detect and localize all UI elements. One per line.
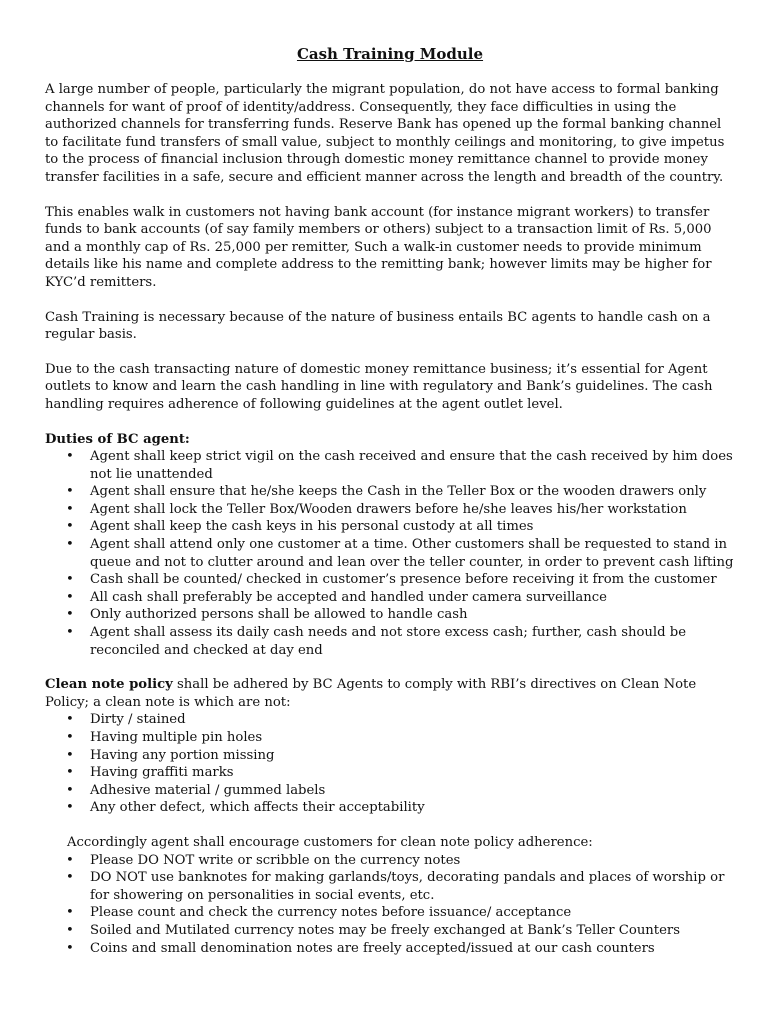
clean-note-heading: Clean note policy bbox=[45, 677, 173, 693]
list-item: • Adhesive material / gummed labels bbox=[45, 782, 735, 800]
list-item: • All cash shall preferably be accepted and handled under camera surveillance bbox=[45, 589, 735, 607]
list-item: • DO NOT use banknotes for making garlands/toys, decorating pandals and places of worship or for showering on personalities in social events, etc. bbox=[45, 869, 735, 904]
list-item: • Coins and small denomination notes are freely accepted/issued at our cash counters bbox=[45, 940, 735, 958]
list-item: • Only authorized persons shall be allowed to handle cash bbox=[45, 606, 735, 624]
list-item: • Having graffiti marks bbox=[45, 764, 735, 782]
list-item: • Any other defect, which affects their acceptability bbox=[45, 799, 735, 817]
list-item: • Soiled and Mutilated currency notes may be freely exchanged at Bank’s Teller Counters bbox=[45, 922, 735, 940]
list-item: • Agent shall attend only one customer at a time. Other customers shall be requested to stand in queue and not to clutter around and lean over the teller counter, in order to prevent cash lifting bbox=[45, 536, 735, 571]
customer-guidance-list bbox=[45, 852, 735, 958]
list-item: • Please DO NOT write or scribble on the currency notes bbox=[45, 852, 735, 870]
paragraph-necessity: Cash Training is necessary because of the nature of business entails BC agents to handle cash on a regular basis. bbox=[45, 309, 711, 343]
duties-list bbox=[45, 448, 735, 659]
page-title: Cash Training Module bbox=[296, 45, 484, 63]
list-item: • Agent shall keep the cash keys in his personal custody at all times bbox=[45, 518, 735, 536]
list-item: • Please count and check the currency notes before issuance/ acceptance bbox=[45, 904, 735, 922]
clean-note-intro bbox=[45, 676, 735, 711]
customer-guidance-intro: Accordingly agent shall encourage customers for clean note policy adherence: bbox=[67, 834, 593, 850]
list-item: • Agent shall assess its daily cash needs and not store excess cash; further, cash should be reconciled and checked at day end bbox=[45, 624, 735, 659]
list-item: • Dirty / stained bbox=[45, 711, 735, 729]
paragraph-intro: A large number of people, particularly the migrant population, do not have access to formal banking channels for want of proof of identity/address. Consequently, they face difficulties in using the authorized channels for transferring funds. Reserve Bank has opened up the formal banking channel to facilitate fund transfers of small value, subject to monthly ceilings and monitoring, to give impetus to the process of financial inclusion through domestic money remittance channel to provide money transfer facilities in a safe, secure and efficient manner across the length and breadth of the country. bbox=[45, 82, 725, 185]
list-item: • Having any portion missing bbox=[45, 747, 735, 765]
list-item: • Agent shall ensure that he/she keeps the Cash in the Teller Box or the wooden drawers only bbox=[45, 483, 735, 501]
clean-note-list bbox=[45, 711, 735, 817]
list-item: • Agent shall lock the Teller Box/Wooden drawers before he/she leaves his/her workstation bbox=[45, 501, 735, 519]
list-item: • Agent shall keep strict vigil on the cash received and ensure that the cash received by him does not lie unattended bbox=[45, 448, 735, 483]
duties-heading: Duties of BC agent: bbox=[45, 431, 190, 447]
paragraph-walk-in: This enables walk in customers not having bank account (for instance migrant workers) to transfer funds to bank accounts (of say family members or others) subject to a transaction limit of Rs. 5,000 and a monthly cap of Rs. 25,000 per remitter, Such a walk-in customer needs to provide minimum details like his name and complete address to the remitting bank; however limits may be higher for KYC’d remitters. bbox=[45, 204, 712, 290]
list-item: • Cash shall be counted/ checked in customer’s presence before receiving it from the customer bbox=[45, 571, 735, 589]
paragraph-cash-nature: Due to the cash transacting nature of domestic money remittance business; it’s essential for Agent outlets to know and learn the cash handling in line with regulatory and Bank’s guidelines. The cash handling requires adherence of following guidelines at the agent outlet level. bbox=[45, 361, 713, 412]
list-item: • Having multiple pin holes bbox=[45, 729, 735, 747]
document-page bbox=[45, 44, 735, 957]
clean-note-intro-text: shall be adhered by BC Agents to comply with RBI’s directives on Clean Note Policy; a clean note is which are not: bbox=[45, 677, 697, 710]
